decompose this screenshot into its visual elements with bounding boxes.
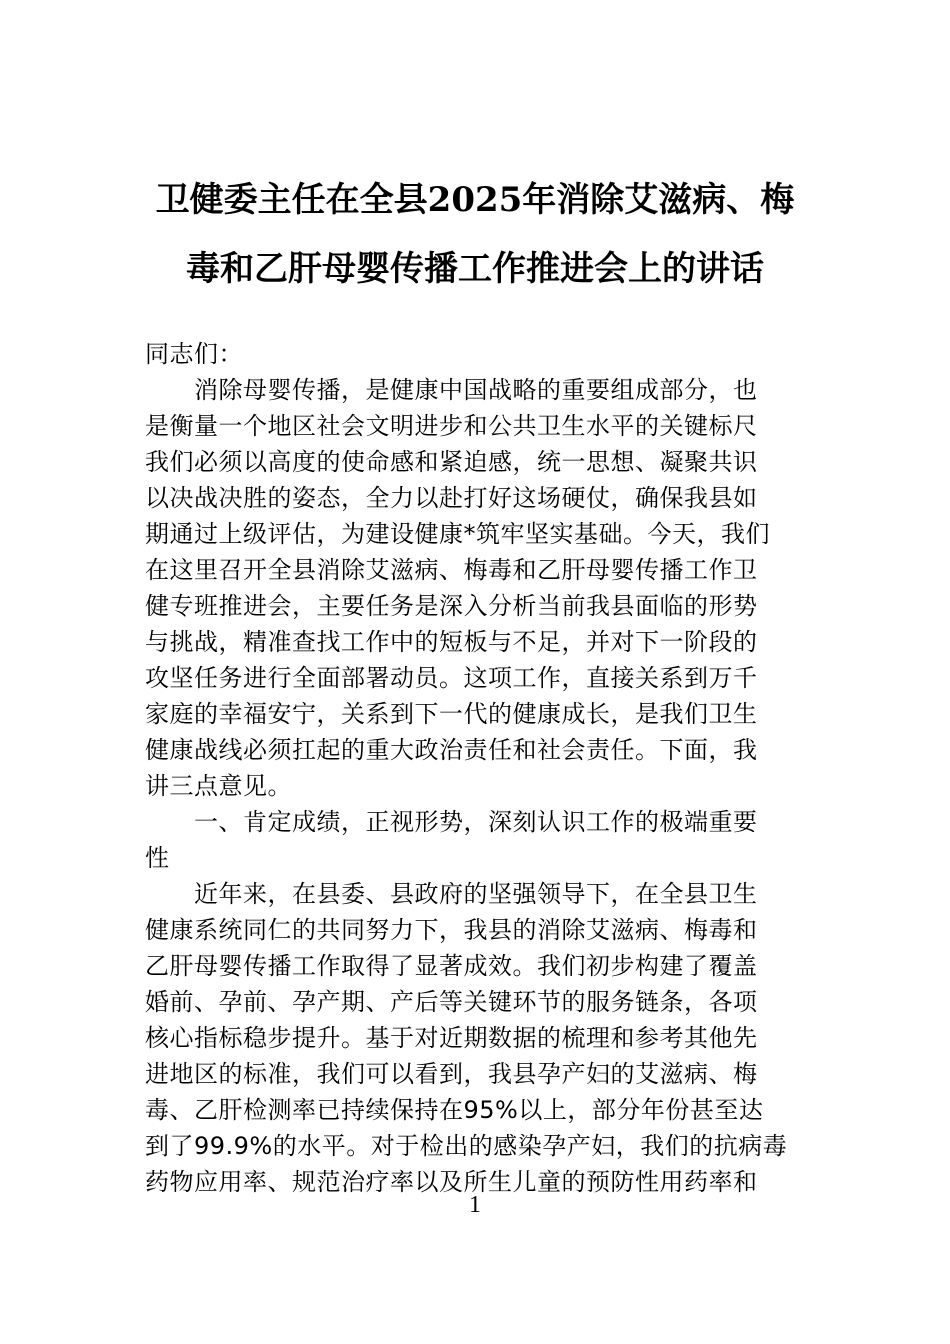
section-heading-line: 一、肯定成绩，正视形势，深刻认识工作的极端重要: [145, 808, 758, 836]
body-line: 健康战线必须扛起的重大政治责任和社会责任。下面，我: [145, 736, 758, 764]
body-line: 乙肝母婴传播工作取得了显著成效。我们初步构建了覆盖: [145, 952, 758, 980]
body-line: 期通过上级评估，为建设健康*筑牢坚实基础。今天，我们: [145, 520, 770, 548]
body-line: 健康系统同仁的共同努力下，我县的消除艾滋病、梅毒和: [145, 916, 758, 944]
document-title-line-2: 毒和乙肝母婴传播工作推进会上的讲话: [186, 249, 764, 289]
document-title-line-1: 卫健委主任在全县2025年消除艾滋病、梅: [155, 180, 795, 220]
body-line: 在这里召开全县消除艾滋病、梅毒和乙肝母婴传播工作卫: [145, 556, 758, 584]
body-line: 与挑战，精准查找工作中的短板与不足，并对下一阶段的: [145, 628, 758, 656]
body-line: 药物应用率、规范治疗率以及所生儿童的预防性用药率和: [145, 1168, 758, 1196]
body-line: 消除母婴传播，是健康中国战略的重要组成部分，也: [145, 376, 758, 404]
body-line: 到了99.9%的水平。对于检出的感染孕产妇，我们的抗病毒: [145, 1132, 788, 1160]
body-line: 进地区的标准，我们可以看到，我县孕产妇的艾滋病、梅: [145, 1060, 758, 1088]
body-line: 以决战决胜的姿态，全力以赴打好这场硬仗，确保我县如: [145, 484, 758, 512]
body-line: 近年来，在县委、县政府的坚强领导下，在全县卫生: [145, 880, 758, 908]
body-line: 讲三点意见。: [145, 772, 292, 800]
body-line: 是衡量一个地区社会文明进步和公共卫生水平的关键标尺: [145, 412, 758, 440]
body-line: 婚前、孕前、孕产期、产后等关键环节的服务链条，各项: [145, 988, 758, 1016]
body-line: 毒、乙肝检测率已持续保持在95%以上，部分年份甚至达: [145, 1096, 764, 1124]
body-line: 健专班推进会，主要任务是深入分析当前我县面临的形势: [145, 592, 758, 620]
body-line: 我们必须以高度的使命感和紧迫感，统一思想、凝聚共识: [145, 448, 758, 476]
body-line: 家庭的幸福安宁，关系到下一代的健康成长，是我们卫生: [145, 700, 758, 728]
body-line: 攻坚任务进行全面部署动员。这项工作，直接关系到万千: [145, 664, 758, 692]
page-number: 1: [469, 1192, 481, 1218]
section-heading-line: 性: [145, 844, 170, 872]
salutation: 同志们：: [145, 340, 243, 368]
body-line: 核心指标稳步提升。基于对近期数据的梳理和参考其他先: [145, 1024, 758, 1052]
